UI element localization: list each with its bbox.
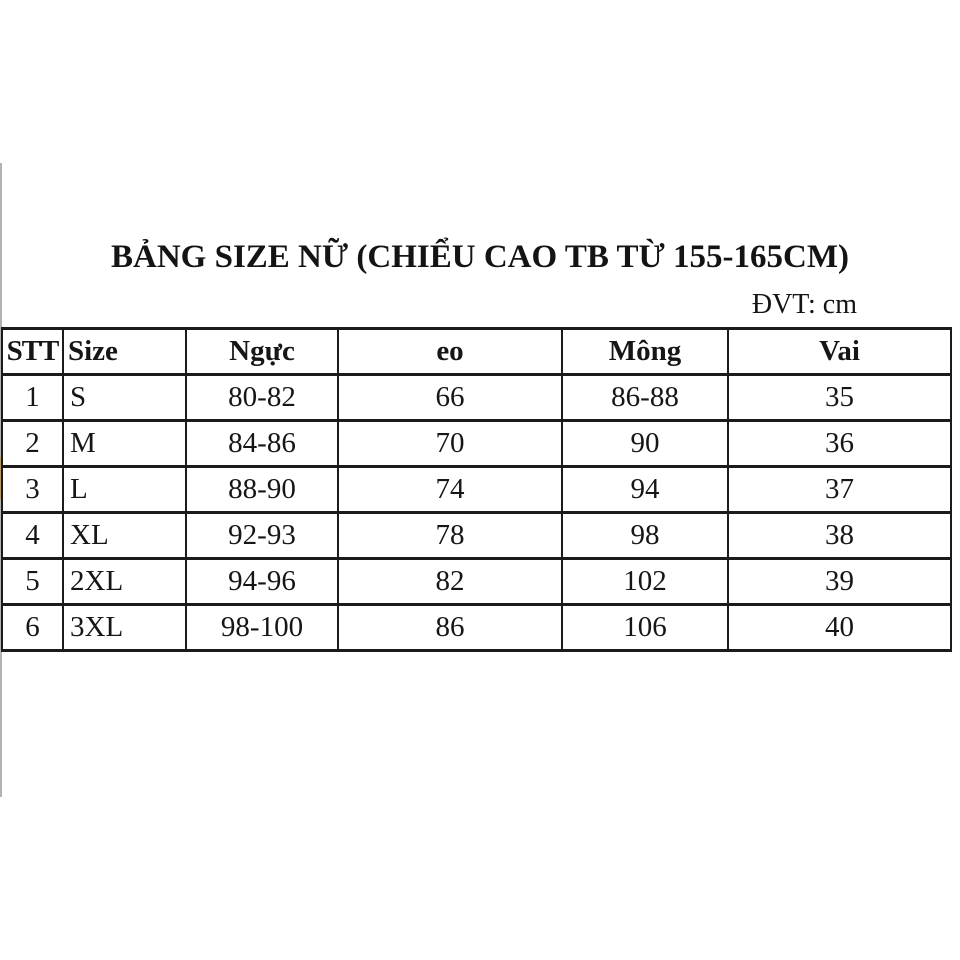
table-cell-vai: 35 <box>728 375 951 421</box>
table-cell-nguc: 94-96 <box>186 559 338 605</box>
unit-label: ĐVT: cm <box>751 289 857 320</box>
column-header-mong: Mông <box>562 329 728 375</box>
table-cell-stt: 5 <box>2 559 63 605</box>
table-cell-size: M <box>63 421 186 467</box>
table-cell-eo: 74 <box>338 467 562 513</box>
table-cell-vai: 36 <box>728 421 951 467</box>
table-cell-nguc: 88-90 <box>186 467 338 513</box>
page-title: BẢNG SIZE NỮ (CHIỂU CAO TB TỪ 155-165CM) <box>111 239 849 275</box>
table-cell-mong: 90 <box>562 421 728 467</box>
table-cell-mong: 102 <box>562 559 728 605</box>
column-header-eo: eo <box>338 329 562 375</box>
table-row <box>2 421 951 467</box>
table-cell-vai: 37 <box>728 467 951 513</box>
table-cell-stt: 3 <box>2 467 63 513</box>
table-cell-size: 2XL <box>63 559 186 605</box>
table-cell-mong: 86-88 <box>562 375 728 421</box>
table-cell-nguc: 84-86 <box>186 421 338 467</box>
table-cell-nguc: 92-93 <box>186 513 338 559</box>
table-cell-eo: 82 <box>338 559 562 605</box>
table-row <box>2 467 951 513</box>
table-cell-mong: 94 <box>562 467 728 513</box>
table-cell-stt: 2 <box>2 421 63 467</box>
table-cell-stt: 6 <box>2 605 63 651</box>
size-table <box>1 327 952 652</box>
column-header-vai: Vai <box>728 329 951 375</box>
table-cell-nguc: 80-82 <box>186 375 338 421</box>
column-header-nguc: Ngực <box>186 329 338 375</box>
table-header-row <box>2 329 951 375</box>
table-cell-nguc: 98-100 <box>186 605 338 651</box>
table-cell-vai: 40 <box>728 605 951 651</box>
table-cell-stt: 1 <box>2 375 63 421</box>
column-header-stt: STT <box>2 329 63 375</box>
table-cell-eo: 86 <box>338 605 562 651</box>
table-cell-vai: 39 <box>728 559 951 605</box>
table-row <box>2 559 951 605</box>
table-cell-size: L <box>63 467 186 513</box>
table-row <box>2 513 951 559</box>
table-cell-size: XL <box>63 513 186 559</box>
table-cell-size: S <box>63 375 186 421</box>
column-header-size: Size <box>63 329 186 375</box>
table-row <box>2 375 951 421</box>
table-cell-mong: 106 <box>562 605 728 651</box>
table-cell-eo: 66 <box>338 375 562 421</box>
table-cell-stt: 4 <box>2 513 63 559</box>
table-cell-mong: 98 <box>562 513 728 559</box>
table-cell-size: 3XL <box>63 605 186 651</box>
table-cell-vai: 38 <box>728 513 951 559</box>
table-cell-eo: 78 <box>338 513 562 559</box>
table-row <box>2 605 951 651</box>
table-cell-eo: 70 <box>338 421 562 467</box>
